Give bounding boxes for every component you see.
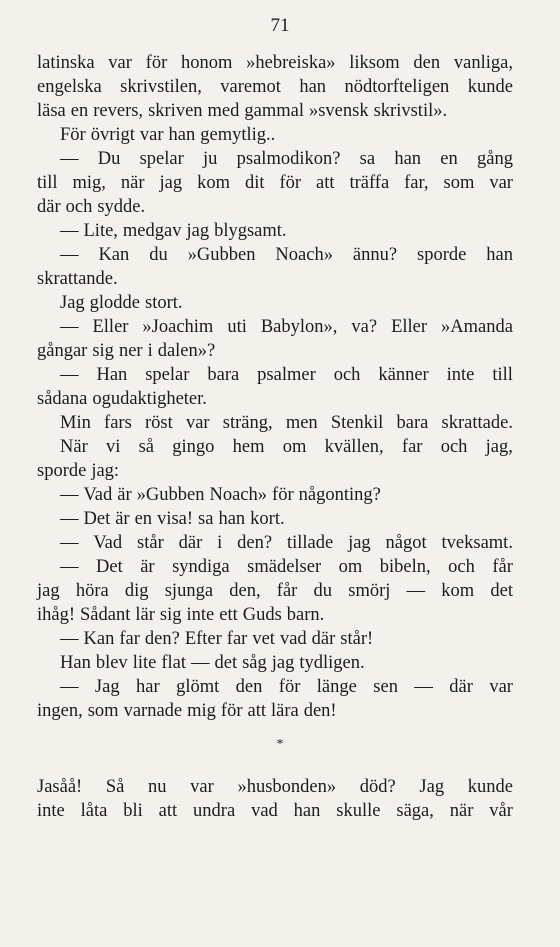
section-break-asterisk: * bbox=[276, 737, 284, 752]
text-line: inte låta bli att undra vad han skulle säga, när vår bbox=[37, 801, 513, 821]
text-line: — Lite, medgav jag blygsamt. bbox=[60, 221, 287, 241]
text-line: Jag glodde stort. bbox=[60, 293, 183, 313]
text-line: gångar sig ner i dalen»? bbox=[37, 341, 216, 361]
text-line: sådana ogudaktigheter. bbox=[37, 389, 207, 409]
text-line: engelska skrivstilen, varemot han nödtorfteligen kunde bbox=[37, 77, 513, 97]
text-line: — Det är en visa! sa han kort. bbox=[60, 509, 285, 529]
text-line: — Kan far den? Efter far vet vad där står! bbox=[60, 629, 374, 649]
text-line: För övrigt var han gemytlig.. bbox=[60, 125, 276, 145]
text-line: läsa en revers, skriven med gammal »svensk skrivstil». bbox=[37, 101, 448, 121]
body-text-before-break bbox=[37, 51, 513, 723]
text-line: — Eller »Joachim uti Babylon», va? Eller »Amanda bbox=[60, 317, 513, 337]
text-line: — Vad är »Gubben Noach» för någonting? bbox=[60, 485, 381, 505]
text-line: där och sydde. bbox=[37, 197, 146, 217]
text-line: — Han spelar bara psalmer och känner inte till bbox=[60, 365, 513, 385]
text-line: ihåg! Sådant lär sig inte ett Guds barn. bbox=[37, 605, 325, 625]
text-line: Min fars röst var sträng, men Stenkil bara skrattade. bbox=[60, 413, 513, 433]
text-line: latinska var för honom »hebreiska» liksom den vanliga, bbox=[37, 53, 513, 73]
text-line: — Kan du »Gubben Noach» ännu? sporde han bbox=[60, 245, 513, 265]
text-line: skrattande. bbox=[37, 269, 118, 289]
text-line: Han blev lite flat — det såg jag tydligen. bbox=[60, 653, 365, 673]
text-line: Jasåå! Så nu var »husbonden» död? Jag kunde bbox=[37, 777, 513, 797]
text-line: till mig, när jag kom dit för att träffa far, som var bbox=[37, 173, 513, 193]
text-line: ingen, som varnade mig för att lära den! bbox=[37, 701, 337, 721]
text-line: — Du spelar ju psalmodikon? sa han en gång bbox=[60, 149, 513, 169]
text-line: — Jag har glömt den för länge sen — där var bbox=[60, 677, 513, 697]
page-number: 71 bbox=[270, 15, 290, 36]
text-line: — Det är syndiga smädelser om bibeln, och får bbox=[60, 557, 513, 577]
text-line: När vi så gingo hem om kvällen, far och jag, bbox=[60, 437, 513, 457]
text-line: jag höra dig sjunga den, får du smörj — kom det bbox=[37, 581, 513, 601]
body-text-after-break bbox=[37, 775, 513, 823]
text-line: — Vad står där i den? tillade jag något tveksamt. bbox=[60, 533, 513, 553]
text-line: sporde jag: bbox=[37, 461, 120, 481]
